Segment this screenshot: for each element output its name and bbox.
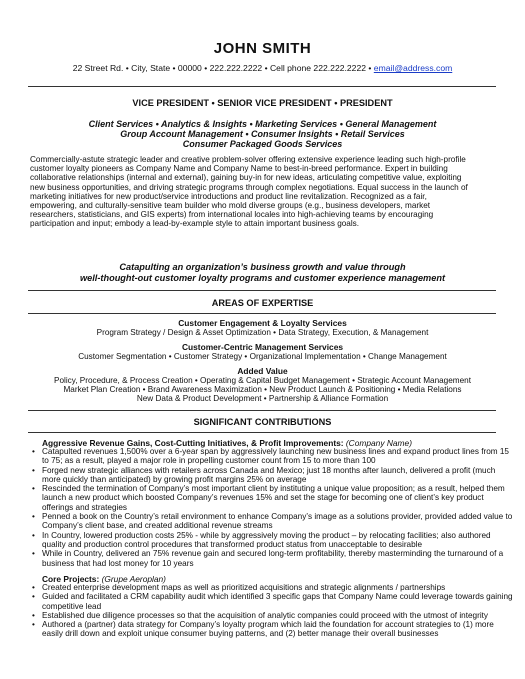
candidate-name: JOHN SMITH	[213, 40, 312, 57]
block-company: (Grupe Aeroplan)	[101, 574, 166, 584]
summary-line: researchers, statisticians, and GIS experts) from international locales into high-achieving teams by encouraging	[30, 210, 434, 220]
list-item: • Catapulted revenues 1,500% over a 6-year span by aggressively launching new business lines and expand product lines from 15 to 75; as a result, played a major role in propelling customer count from 15 to more than 100	[42, 447, 514, 466]
list-item: • While in Country, delivered an 75% revenue gain and secured long-term profitability, thereby masterminding the turnaround of a business that had lost money for 10 years	[42, 549, 514, 568]
summary-line: empowering, and culturally-sensitive team builder who mold diverse groups (e.g., business developers, market	[30, 201, 431, 211]
summary-line: new business opportunities, and driving strategic programs through complex negotiations. Equal success in the launch of	[30, 182, 468, 192]
summary-line: marketing initiatives for new product/service introductions and product line revitalization. Recognized as a fair,	[30, 191, 427, 201]
block-title-text: Core Projects:	[42, 574, 100, 584]
summary-line: customer loyalty pioneers as Company Name and Company Name to best-in-breed performance. Expert in building	[30, 164, 448, 174]
summary-line: collaborative relationships (internal and external), gaining buy-in for new ideas, articulating competitive value, exploiting	[30, 173, 462, 183]
expertise-line: Policy, Procedure, & Process Creation • Operating & Capital Budget Management • Strategic Account Management	[54, 376, 471, 385]
list-item: • Penned a book on the Country’s retail environment to enhance Company’s image as a solutions provider, provided added value to Company’s client base, and created additional revenue streams	[42, 512, 514, 531]
contact-line	[0, 63, 525, 73]
summary-line: participation and input; embody a lead-by-example style to attain important business goals.	[30, 219, 360, 229]
expertise-line: Program Strategy / Design & Asset Optimization • Data Strategy, Execution, & Management	[96, 328, 429, 337]
tagline	[0, 262, 525, 284]
contribution-list	[30, 447, 514, 568]
contributions-heading: SIGNIFICANT CONTRIBUTIONS	[193, 417, 332, 427]
contact-address: 22 Street Rd. • City, State • 00000 • 222.222.2222 • Cell phone 222.222.2222 •	[72, 63, 374, 73]
divider	[28, 410, 496, 411]
list-item: • Authored a (partner) data strategy for Company’s loyalty program which laid the foundation for account strategies to (1) more easily drill down and exploit unique consumer buying patterns, and (2) better manage their overall businesses	[42, 620, 514, 639]
expertise-group-title: Added Value	[237, 366, 288, 376]
expertise-group-title: Customer-Centric Management Services	[181, 342, 344, 352]
summary-paragraph	[30, 155, 496, 229]
block-title-text: Aggressive Revenue Gains, Cost-Cutting Initiatives, & Profit Improvements:	[42, 438, 344, 448]
divider	[28, 86, 496, 87]
target-titles: VICE PRESIDENT • SENIOR VICE PRESIDENT • PRESIDENT	[132, 98, 393, 108]
divider	[28, 313, 496, 314]
tagline-line: Catapulting an organization’s business growth and value through	[119, 262, 406, 272]
expertise-heading: AREAS OF EXPERTISE	[211, 298, 314, 308]
divider	[28, 432, 496, 433]
list-item: • Guided and facilitated a CRM capability audit which identified 3 specific gaps that Company Name could leverage towards gaining competitive lead	[42, 592, 514, 611]
expertise-line: Customer Segmentation • Customer Strategy • Organizational Implementation • Change Management	[78, 352, 447, 361]
divider	[28, 290, 496, 291]
expertise-line: New Data & Product Development • Partnership & Alliance Formation	[136, 394, 389, 403]
services-line: Client Services • Analytics & Insights • Marketing Services • General Management	[88, 119, 437, 129]
services-line: Group Account Management • Consumer Insights • Retail Services	[120, 129, 405, 139]
services-line: Consumer Packaged Goods Services	[182, 139, 343, 149]
summary-line: Commercially-astute strategic leader and creative problem-solver offering extensive experience leading such high-profile	[30, 155, 466, 164]
list-item: • Forged new strategic alliances with retailers across Canada and Mexico; just 18 months after launch, delivered a profit (much more quickly than anticipated) by growing profit margins 25% on average	[42, 466, 514, 485]
email-link[interactable]: email@address.com	[373, 63, 453, 73]
contribution-list	[30, 583, 514, 639]
list-item: • Established due diligence processes so that the acquisition of analytic companies could proceed with the utmost of integrity	[42, 611, 514, 620]
expertise-group-title: Customer Engagement & Loyalty Services	[178, 318, 347, 328]
expertise-line: Market Plan Creation • Brand Awareness Maximization • New Product Launch & Positioning • Media Relations	[63, 385, 462, 394]
list-item: • In Country, lowered production costs 25% - while by aggressively moving the product – by relocating facilities; also authored quality and production control procedures that transformed product status from unacceptable to desirable	[42, 531, 514, 550]
list-item: • Created enterprise development maps as well as prioritized acquisitions and strategic alignments / partnerships	[42, 583, 514, 592]
list-item: • Rescinded the termination of Company’s most important client by instituting a unique value proposition; as a result, helped them launch a new product which boosted Company’s revenues 15% and set the stage for becoming one of client’s key product offerings and strategies	[42, 484, 514, 512]
tagline-line: well-thought-out customer loyalty programs and customer experience management	[79, 273, 446, 283]
block-company: (Company Name)	[345, 438, 412, 448]
